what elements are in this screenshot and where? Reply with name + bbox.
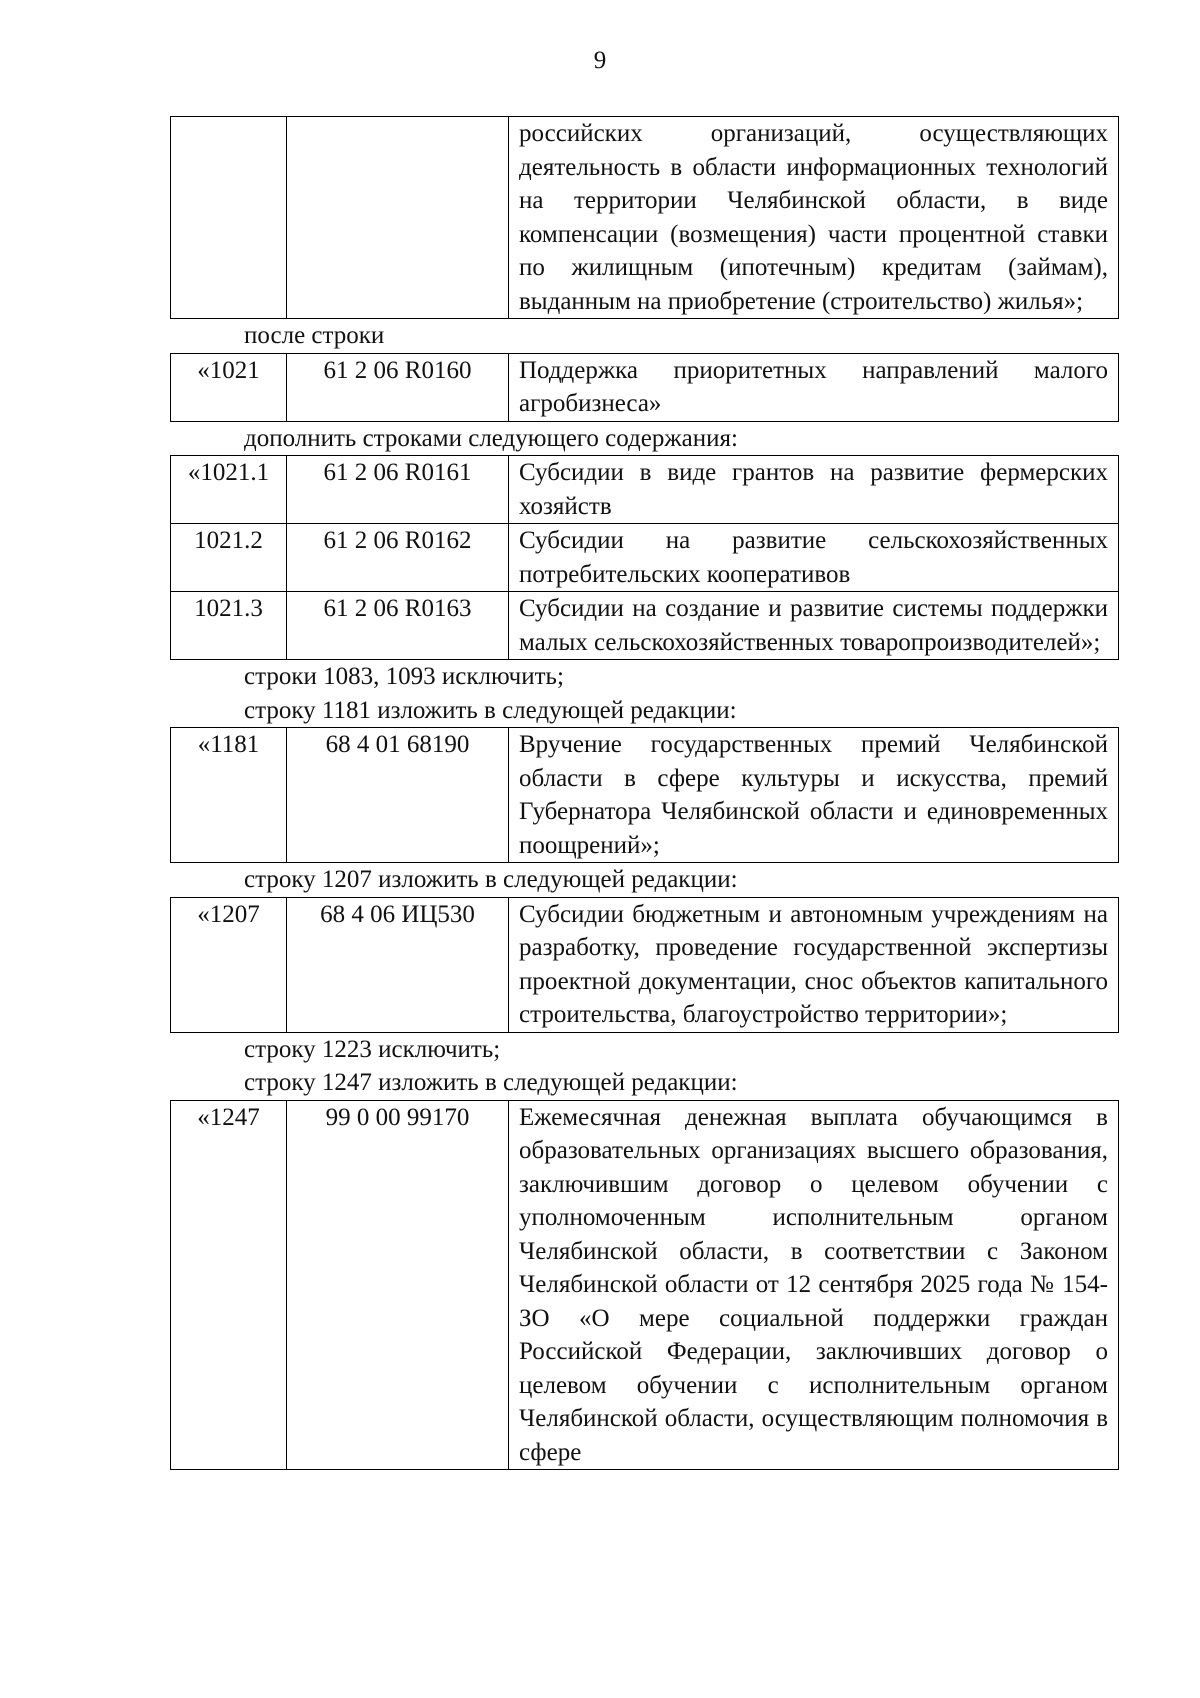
table-row — [171, 897, 1119, 1032]
instruction-text: строку 1207 изложить в следующей редакции: — [244, 866, 738, 893]
row-description-cell: Ежемесячная денежная выплата обучающимся в образовательных организациях высшего образования, заключившим договор о целевом обучении с уполномоченным исполнительным органом Челябинской области, в соответствии с Законом Челябинской области от 12 сентября 2025 года № 154-ЗО «О мере социальной поддержки граждан Российской Федерации, заключивших договор о целевом обучении с исполнительным органом Челябинской области, осуществляющим полномочия в сфере — [509, 1100, 1119, 1470]
table-row-1247 — [170, 1100, 1119, 1471]
table-row-1181 — [170, 727, 1119, 863]
row-number-cell: «1021.1 — [171, 456, 287, 524]
instruction-text: строку 1223 исключить; — [244, 1035, 501, 1063]
instruction-text: строки 1083, 1093 исключить; — [244, 663, 564, 690]
row-description-cell: Вручение государственных премий Челябинской области в сфере культуры и искусства, премий Губернатора Челябинской области и единовременных поощрений»; — [509, 728, 1119, 863]
continuation-table — [170, 116, 1119, 319]
row-description-cell: российских организаций, осуществляющих деятельность в области информационных технологий на территории Челябинской области, в виде компенсации (возмещения) части процентной ставки по жилищным (ипотечным) кредитам (займам), выданным на приобретение (строительство) жилья»; — [509, 117, 1119, 319]
instruction-text: строку 1247 изложить в следующей редакции: — [244, 1069, 738, 1096]
table-row — [171, 728, 1119, 863]
budget-code-cell: 61 2 06 R0162 — [287, 524, 509, 592]
budget-code-cell: 61 2 06 R0160 — [287, 353, 509, 421]
document-body — [170, 116, 1118, 1470]
instruction-text: после строки — [244, 322, 385, 349]
row-number-cell: 1021.3 — [171, 592, 287, 660]
table-row — [171, 353, 1119, 421]
table-row — [171, 117, 1119, 319]
instruction-text: строку 1181 изложить в следующей редакции: — [244, 696, 737, 724]
table-row-1021 — [170, 353, 1119, 422]
row-number-cell — [171, 117, 287, 319]
budget-code-cell — [287, 117, 509, 319]
row-description-cell: Субсидии на создание и развитие системы поддержки малых сельскохозяйственных товаропроизводителей»; — [509, 592, 1119, 660]
budget-code-cell: 99 0 00 99170 — [287, 1100, 509, 1470]
row-number-cell: «1207 — [171, 897, 287, 1032]
table-row — [171, 456, 1119, 524]
instruction-text: дополнить строками следующего содержания: — [244, 424, 738, 452]
row-description-cell: Субсидии бюджетным и автономным учреждениям на разработку, проведение государственной экспертизы проектной документации, снос объектов капитального строительства, благоустройство территории»; — [509, 897, 1119, 1032]
table-row-1207 — [170, 897, 1119, 1033]
table-row — [171, 592, 1119, 660]
table-row — [171, 524, 1119, 592]
budget-code-cell: 61 2 06 R0161 — [287, 456, 509, 524]
row-description-cell: Субсидии в виде грантов на развитие фермерских хозяйств — [509, 456, 1119, 524]
page-number: 9 — [593, 47, 607, 74]
budget-code-cell: 61 2 06 R0163 — [287, 592, 509, 660]
table-new-rows-1021 — [170, 455, 1119, 660]
row-description-cell: Субсидии на развитие сельскохозяйственных потребительских кооперативов — [509, 524, 1119, 592]
table-row — [171, 1100, 1119, 1470]
budget-code-cell: 68 4 06 ИЦ530 — [287, 897, 509, 1032]
row-number-cell: «1021 — [171, 353, 287, 421]
row-number-cell: 1021.2 — [171, 524, 287, 592]
budget-code-cell: 68 4 01 68190 — [287, 728, 509, 863]
row-number-cell: «1181 — [171, 728, 287, 863]
row-number-cell: «1247 — [171, 1100, 287, 1470]
row-description-cell: Поддержка приоритетных направлений малого агробизнеса» — [509, 353, 1119, 421]
